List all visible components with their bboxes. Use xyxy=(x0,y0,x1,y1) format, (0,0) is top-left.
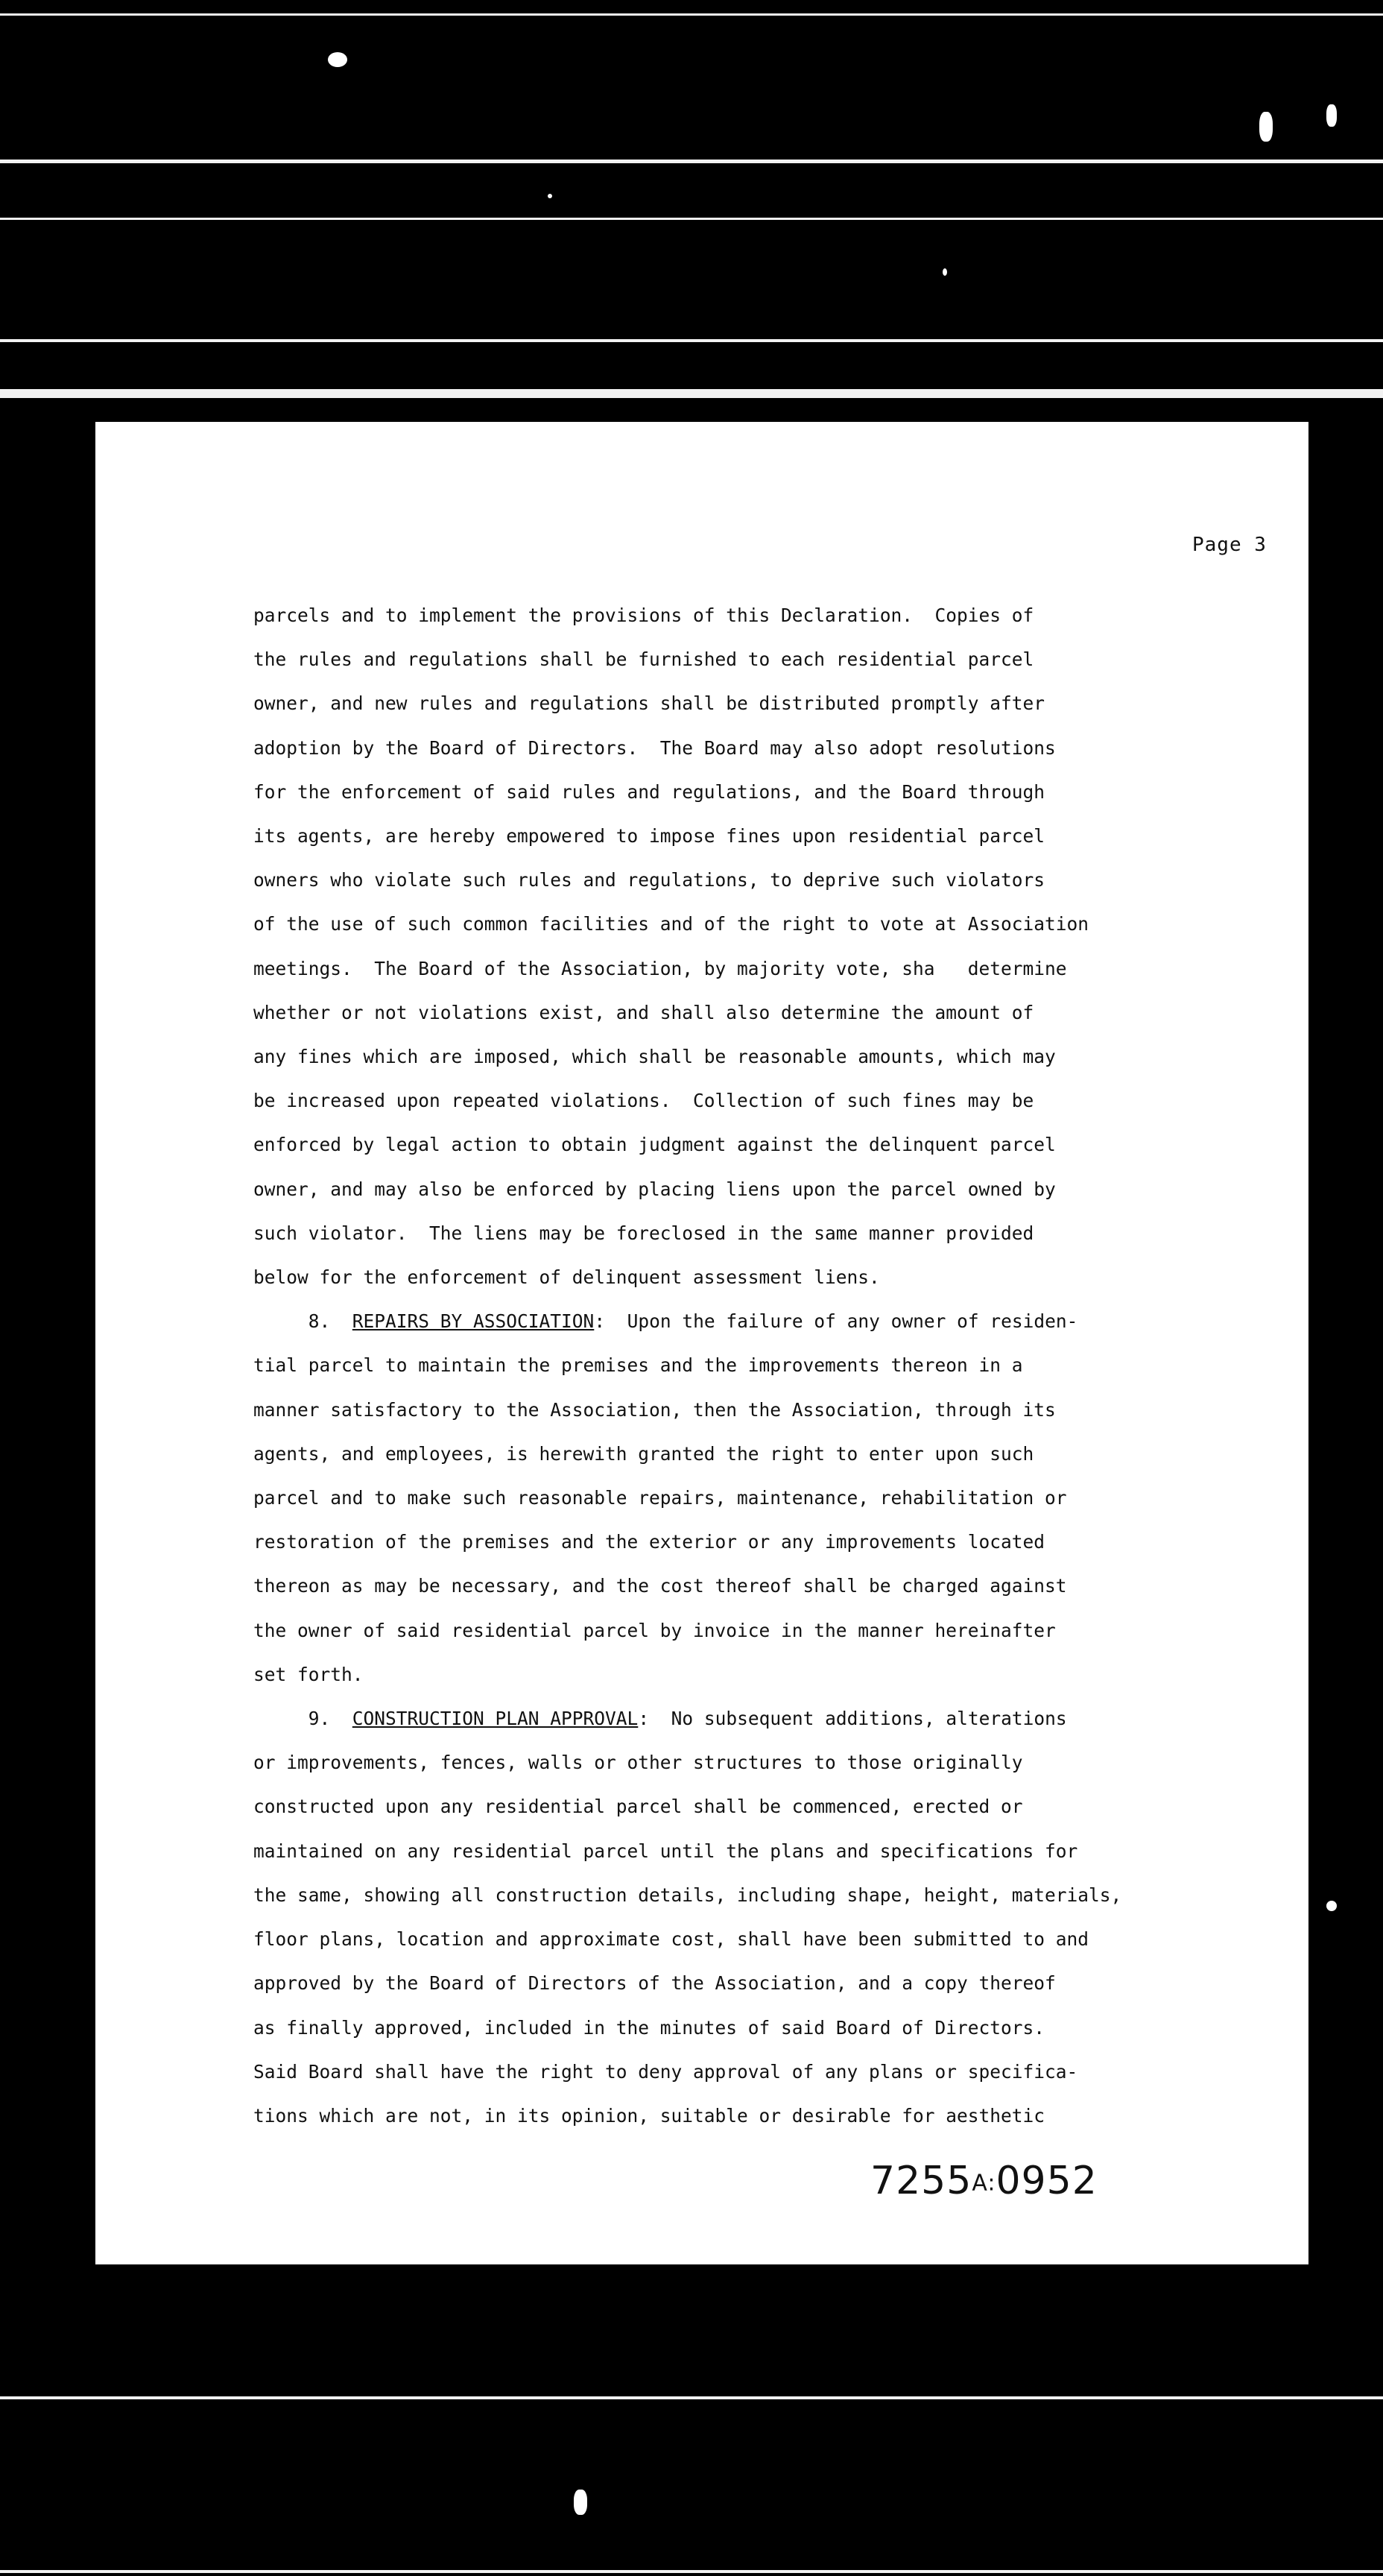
text-line: meetings. The Board of the Association, by majority vote, sha determine xyxy=(253,957,1067,979)
scan-speck xyxy=(548,194,552,198)
text-line: manner satisfactory to the Association, then the Association, through its xyxy=(253,1398,1056,1421)
scan-line xyxy=(0,13,1383,16)
text-line: adoption by the Board of Directors. The Board may also adopt resolutions xyxy=(253,736,1056,759)
section-number: 9. xyxy=(308,1708,331,1730)
text-line: or improvements, fences, walls or other structures to those originally xyxy=(253,1752,1023,1774)
text-line: be increased upon repeated violations. Collection of such fines may be xyxy=(253,1090,1034,1112)
recording-stamp xyxy=(870,2159,1098,2203)
section-8-heading-line xyxy=(253,1299,1289,1343)
text-line: thereon as may be necessary, and the cost thereof shall be charged against xyxy=(253,1575,1067,1597)
scan-line xyxy=(0,2396,1383,2399)
text-line: its agents, are hereby empowered to impose fines upon residential parcel xyxy=(253,825,1045,847)
stamp-page-number: 0952 xyxy=(996,2159,1098,2203)
text-line: parcel and to make such reasonable repairs, maintenance, rehabilitation or xyxy=(253,1487,1067,1509)
scan-speck xyxy=(328,52,347,67)
stamp-book-number: 7255 xyxy=(870,2159,972,2203)
text-line: below for the enforcement of delinquent assessment liens. xyxy=(253,1266,880,1289)
text-line: set forth. xyxy=(253,1663,364,1685)
text-line: of the use of such common facilities and of the right to vote at Association xyxy=(253,913,1089,935)
stamp-separator: A: xyxy=(972,2170,996,2197)
text-line: tial parcel to maintain the premises and the improvements thereon in a xyxy=(253,1354,1023,1377)
text-line: as finally approved, included in the minutes of said Board of Directors. xyxy=(253,2016,1045,2039)
page-number: Page 3 xyxy=(1192,534,1267,556)
text-line: parcels and to implement the provisions of this Declaration. Copies of xyxy=(253,604,1034,626)
text-line: the same, showing all construction details, including shape, height, materials, xyxy=(253,1884,1122,1906)
scan-line xyxy=(0,218,1383,220)
text-line: maintained on any residential parcel until the plans and specifications for xyxy=(253,1840,1078,1862)
text-line: floor plans, location and approximate cost, shall have been submitted to and xyxy=(253,1928,1089,1951)
text-line: constructed upon any residential parcel shall be commenced, erected or xyxy=(253,1796,1023,1818)
text-line: owners who violate such rules and regulations, to deprive such violators xyxy=(253,869,1045,891)
scan-speck xyxy=(943,268,947,276)
text-line: restoration of the premises and the exterior or any improvements located xyxy=(253,1531,1045,1553)
text-line: owner, and may also be enforced by placing liens upon the parcel owned by xyxy=(253,1178,1056,1200)
text-line: whether or not violations exist, and shall also determine the amount of xyxy=(253,1001,1034,1023)
text-fragment: : No subsequent additions, alterations xyxy=(638,1708,1067,1730)
scan-line xyxy=(0,160,1383,163)
section-number: 8. xyxy=(308,1310,331,1333)
section-heading: REPAIRS BY ASSOCIATION xyxy=(352,1310,595,1333)
text-line: tions which are not, in its opinion, suitable or desirable for aesthetic xyxy=(253,2104,1045,2127)
document-page xyxy=(95,422,1308,2264)
scan-speck xyxy=(574,2490,587,2515)
document-body xyxy=(253,593,1289,2138)
section-9-heading-line xyxy=(253,1696,1289,1740)
scan-speck xyxy=(1326,1901,1337,1911)
scan-line xyxy=(0,339,1383,342)
text-line: such violator. The liens may be foreclosed in the same manner provided xyxy=(253,1222,1034,1244)
scan-speck xyxy=(1326,104,1337,127)
text-line: enforced by legal action to obtain judgment against the delinquent parcel xyxy=(253,1134,1056,1156)
text-line: Said Board shall have the right to deny approval of any plans or specifica- xyxy=(253,2060,1078,2083)
text-fragment: : Upon the failure of any owner of residen- xyxy=(594,1310,1078,1333)
scan-speck xyxy=(1259,112,1273,142)
scan-line xyxy=(0,389,1383,398)
text-line: agents, and employees, is herewith granted the right to enter upon such xyxy=(253,1442,1034,1465)
text-line: the rules and regulations shall be furnished to each residential parcel xyxy=(253,648,1034,671)
section-heading: CONSTRUCTION PLAN APPROVAL xyxy=(352,1708,639,1730)
scan-line xyxy=(0,2570,1383,2573)
text-line: for the enforcement of said rules and regulations, and the Board through xyxy=(253,780,1045,803)
text-line: any fines which are imposed, which shall be reasonable amounts, which may xyxy=(253,1046,1056,1068)
text-line: approved by the Board of Directors of the Association, and a copy thereof xyxy=(253,1972,1056,1995)
text-line: owner, and new rules and regulations shall be distributed promptly after xyxy=(253,692,1045,715)
text-line: the owner of said residential parcel by invoice in the manner hereinafter xyxy=(253,1619,1056,1641)
